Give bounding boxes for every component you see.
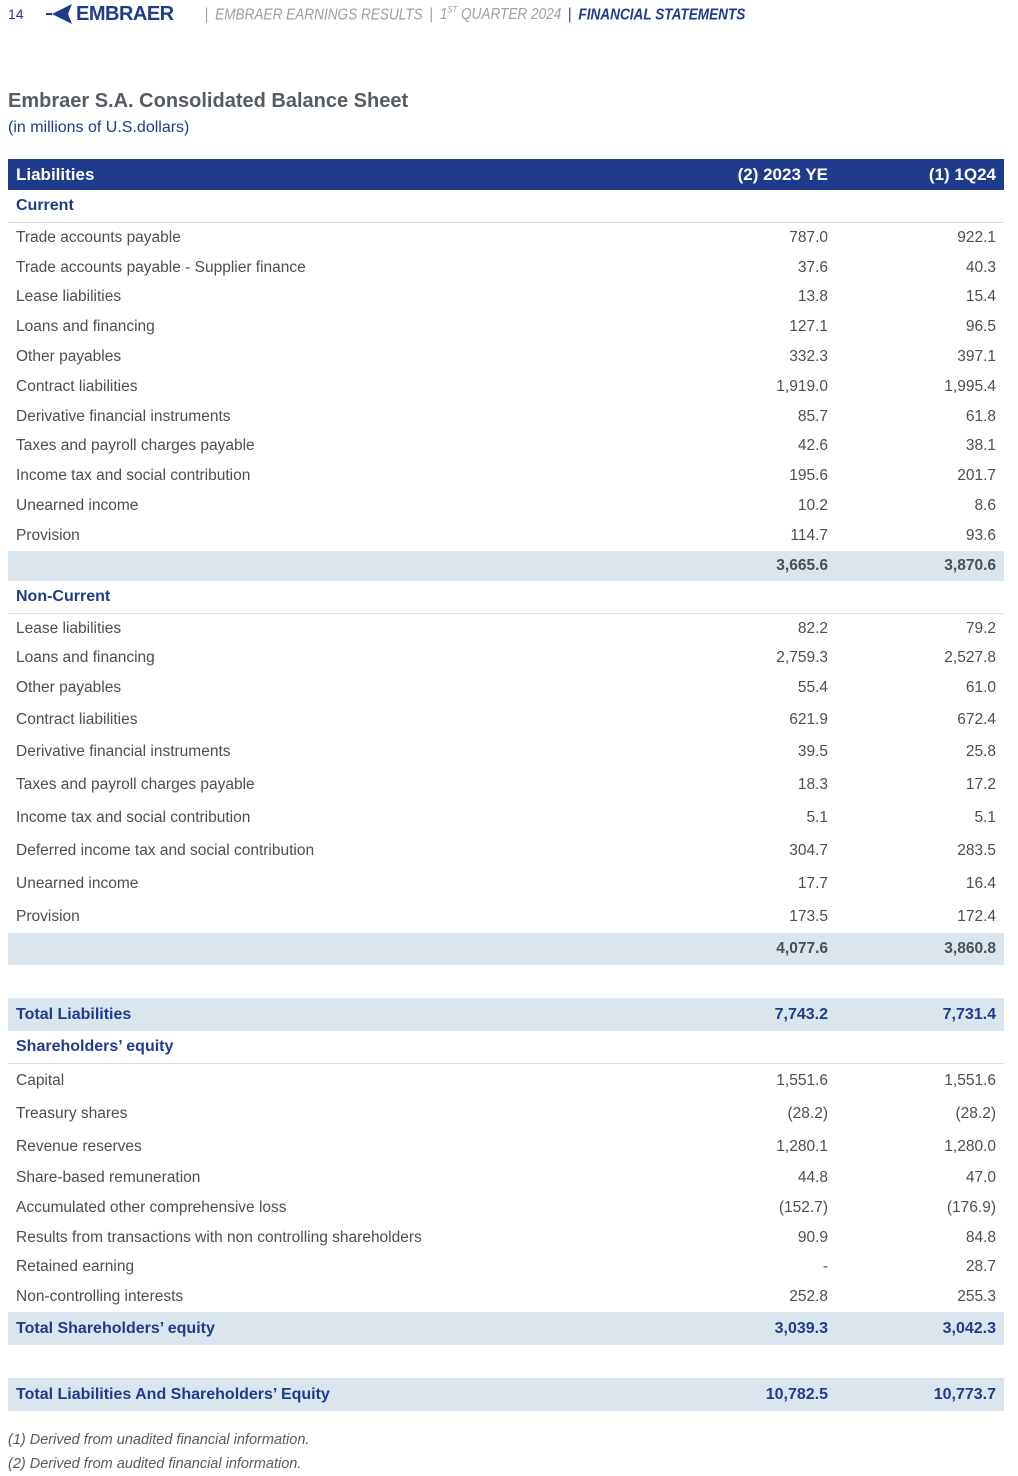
value-1q24: 5.1 bbox=[974, 809, 996, 827]
value-2023ye: 17.7 bbox=[797, 875, 828, 893]
table-row bbox=[8, 901, 1004, 934]
row-label: Unearned income bbox=[16, 875, 139, 893]
row-label: Total Liabilities And Shareholders’ Equity bbox=[8, 1378, 668, 1411]
total-liabilities bbox=[8, 998, 1004, 1031]
value-1q24: 84.8 bbox=[965, 1228, 996, 1246]
value-2023ye: 82.2 bbox=[797, 619, 828, 637]
value-1q24: 1,995.4 bbox=[944, 377, 996, 395]
value-2023ye: 195.6 bbox=[789, 467, 828, 485]
table-row bbox=[8, 402, 1004, 432]
value-1q24: 47.0 bbox=[965, 1168, 996, 1186]
spacer-row bbox=[8, 1345, 1004, 1378]
value-2023ye: 85.7 bbox=[797, 407, 828, 425]
table-row bbox=[8, 613, 1004, 643]
row-label: Unearned income bbox=[16, 497, 139, 515]
value-2023ye: 5.1 bbox=[806, 809, 828, 827]
page-number: 14 bbox=[8, 6, 24, 22]
value-2023ye: 3,039.3 bbox=[668, 1312, 836, 1345]
value-1q24: 3,860.8 bbox=[836, 933, 1004, 965]
value-1q24 bbox=[836, 1031, 1004, 1064]
table-row bbox=[8, 835, 1004, 868]
row-label: Contract liabilities bbox=[16, 710, 138, 728]
row-label: Loans and financing bbox=[16, 318, 155, 336]
value-2023ye: 10.2 bbox=[797, 497, 828, 515]
table-row bbox=[8, 461, 1004, 491]
value-1q24 bbox=[836, 190, 1004, 223]
header-2023ye: (2) 2023 YE bbox=[668, 159, 836, 190]
subtotal-non-current bbox=[8, 933, 1004, 965]
row-label: Lease liabilities bbox=[16, 619, 122, 637]
row-label: Retained earning bbox=[16, 1258, 135, 1276]
value-2023ye: - bbox=[822, 1258, 828, 1276]
value-1q24: 17.2 bbox=[965, 776, 996, 794]
value-1q24: 255.3 bbox=[957, 1288, 996, 1306]
value-1q24: 1,280.0 bbox=[944, 1137, 996, 1155]
row-label: Trade accounts payable - Supplier finance bbox=[16, 258, 306, 276]
embraer-chevron-icon bbox=[44, 2, 74, 26]
row-label: Non-controlling interests bbox=[16, 1288, 184, 1306]
table-row bbox=[8, 703, 1004, 736]
row-label: Provision bbox=[16, 526, 80, 544]
table-row bbox=[8, 521, 1004, 551]
table-row bbox=[8, 491, 1004, 521]
value-2023ye: 2,759.3 bbox=[776, 649, 828, 667]
table-row bbox=[8, 802, 1004, 835]
value-1q24: 10,773.7 bbox=[836, 1378, 1004, 1411]
value-2023ye: (28.2) bbox=[787, 1104, 828, 1122]
table-row bbox=[8, 283, 1004, 313]
value-2023ye bbox=[668, 1345, 836, 1378]
value-1q24 bbox=[836, 581, 1004, 614]
value-2023ye: 18.3 bbox=[797, 776, 828, 794]
value-2023ye: 10,782.5 bbox=[668, 1378, 836, 1411]
row-label: Shareholders’ equity bbox=[8, 1031, 668, 1064]
row-label bbox=[8, 965, 668, 998]
value-1q24: 7,731.4 bbox=[836, 998, 1004, 1031]
value-2023ye: 621.9 bbox=[789, 710, 828, 728]
table-row bbox=[8, 1223, 1004, 1253]
breadcrumb-quarter: 1ST QUARTER 2024 bbox=[439, 5, 562, 24]
row-label: Accumulated other comprehensive loss bbox=[16, 1198, 287, 1216]
value-2023ye: 304.7 bbox=[789, 842, 828, 860]
value-2023ye: 90.9 bbox=[797, 1228, 828, 1246]
value-2023ye: 3,665.6 bbox=[668, 551, 836, 581]
value-1q24 bbox=[836, 965, 1004, 998]
value-2023ye: 7,743.2 bbox=[668, 998, 836, 1031]
subtotal-current bbox=[8, 551, 1004, 581]
value-2023ye: 42.6 bbox=[797, 437, 828, 455]
table-row bbox=[8, 1064, 1004, 1097]
table-row bbox=[8, 1097, 1004, 1130]
value-2023ye bbox=[668, 965, 836, 998]
value-1q24: 1,551.6 bbox=[944, 1071, 996, 1089]
row-label: Total Liabilities bbox=[8, 998, 668, 1031]
value-1q24: 8.6 bbox=[974, 497, 996, 515]
section-non-current bbox=[8, 581, 1004, 614]
table-header-row bbox=[8, 159, 1004, 190]
value-2023ye: 39.5 bbox=[797, 743, 828, 761]
value-2023ye: 13.8 bbox=[797, 288, 828, 306]
row-label: Income tax and social contribution bbox=[16, 809, 251, 827]
embraer-logo bbox=[44, 1, 174, 27]
table-row bbox=[8, 223, 1004, 253]
value-2023ye: 1,919.0 bbox=[776, 377, 828, 395]
spacer-row bbox=[8, 965, 1004, 998]
value-2023ye bbox=[668, 1031, 836, 1064]
value-1q24: 40.3 bbox=[965, 258, 996, 276]
footnotes bbox=[8, 1428, 309, 1476]
value-2023ye: 787.0 bbox=[789, 228, 828, 246]
row-label: Non-Current bbox=[8, 581, 668, 614]
value-1q24: 79.2 bbox=[965, 619, 996, 637]
value-2023ye: 173.5 bbox=[789, 907, 828, 925]
value-1q24: 397.1 bbox=[957, 348, 996, 366]
value-2023ye: 114.7 bbox=[790, 526, 828, 544]
table-row bbox=[8, 1252, 1004, 1282]
row-label: Trade accounts payable bbox=[16, 228, 181, 246]
footnote-1: (1) Derived from unadited financial information. bbox=[8, 1432, 310, 1448]
value-1q24: (176.9) bbox=[946, 1198, 996, 1216]
value-2023ye bbox=[668, 190, 836, 223]
row-label: Loans and financing bbox=[16, 649, 155, 667]
row-label: Taxes and payroll charges payable bbox=[16, 776, 255, 794]
header-1q24: (1) 1Q24 bbox=[836, 159, 1004, 190]
row-label: Provision bbox=[16, 907, 80, 925]
value-1q24: 25.8 bbox=[965, 743, 996, 761]
value-1q24: (28.2) bbox=[955, 1104, 996, 1122]
table-row bbox=[8, 769, 1004, 802]
value-2023ye: 252.8 bbox=[789, 1288, 828, 1306]
value-1q24: 283.5 bbox=[957, 842, 996, 860]
table-row bbox=[8, 1130, 1004, 1163]
value-1q24: 15.4 bbox=[965, 288, 996, 306]
row-label bbox=[8, 933, 668, 965]
row-label: Deferred income tax and social contribution bbox=[16, 842, 315, 860]
row-label: Derivative financial instruments bbox=[16, 743, 231, 761]
value-2023ye: 44.8 bbox=[797, 1168, 828, 1186]
table-row bbox=[8, 342, 1004, 372]
row-label: Revenue reserves bbox=[16, 1137, 142, 1155]
row-label: Total Shareholders’ equity bbox=[8, 1312, 668, 1345]
value-2023ye: 127.1 bbox=[789, 318, 828, 336]
row-label: Capital bbox=[16, 1071, 65, 1089]
balance-sheet-table bbox=[8, 159, 1004, 1411]
value-2023ye: 4,077.6 bbox=[668, 933, 836, 965]
table-row bbox=[8, 644, 1004, 674]
table-row bbox=[8, 868, 1004, 901]
row-label: Contract liabilities bbox=[16, 377, 138, 395]
page-subtitle: (in millions of U.S.dollars) bbox=[8, 119, 190, 136]
value-2023ye: 37.6 bbox=[797, 258, 828, 276]
value-2023ye bbox=[668, 581, 836, 614]
breadcrumb: | EMBRAER EARNINGS RESULTS | 1ST QUARTER 2024 | FINANCIAL STATEMENTS bbox=[204, 5, 746, 24]
value-1q24: 61.0 bbox=[965, 679, 996, 697]
table-row bbox=[8, 673, 1004, 703]
breadcrumb-financial-statements: FINANCIAL STATEMENTS bbox=[578, 6, 746, 24]
value-1q24 bbox=[836, 1345, 1004, 1378]
page-title: Embraer S.A. Consolidated Balance Sheet bbox=[8, 90, 409, 112]
table-row bbox=[8, 1193, 1004, 1223]
value-2023ye: 1,280.1 bbox=[776, 1137, 828, 1155]
section-equity bbox=[8, 1031, 1004, 1064]
section-current bbox=[8, 190, 1004, 223]
page-header bbox=[0, 0, 1018, 30]
row-label: Other payables bbox=[16, 348, 122, 366]
grand-total bbox=[8, 1378, 1004, 1411]
value-1q24: 61.8 bbox=[965, 407, 996, 425]
row-label: Taxes and payroll charges payable bbox=[16, 437, 255, 455]
row-label: Derivative financial instruments bbox=[16, 407, 231, 425]
row-label: Lease liabilities bbox=[16, 288, 122, 306]
value-1q24: 38.1 bbox=[965, 437, 996, 455]
row-label: Treasury shares bbox=[16, 1104, 128, 1122]
header-liabilities: Liabilities bbox=[8, 159, 668, 190]
value-1q24: 922.1 bbox=[957, 228, 996, 246]
value-2023ye: 332.3 bbox=[789, 348, 828, 366]
footnote-2: (2) Derived from audited financial information. bbox=[8, 1456, 302, 1472]
value-1q24: 96.5 bbox=[965, 318, 996, 336]
total-equity bbox=[8, 1312, 1004, 1345]
value-1q24: 3,870.6 bbox=[836, 551, 1004, 581]
table-row bbox=[8, 372, 1004, 402]
logo-text: EMBRAER bbox=[76, 2, 174, 25]
row-label: Current bbox=[8, 190, 668, 223]
value-1q24: 2,527.8 bbox=[944, 649, 996, 667]
row-label: Income tax and social contribution bbox=[16, 467, 251, 485]
breadcrumb-earnings: EMBRAER EARNINGS RESULTS bbox=[215, 6, 423, 24]
table-row bbox=[8, 1282, 1004, 1312]
table-row bbox=[8, 736, 1004, 769]
table-row bbox=[8, 432, 1004, 462]
value-2023ye: 55.4 bbox=[797, 679, 828, 697]
value-2023ye: (152.7) bbox=[778, 1198, 828, 1216]
value-1q24: 672.4 bbox=[957, 710, 996, 728]
value-1q24: 201.7 bbox=[957, 467, 996, 485]
value-1q24: 93.6 bbox=[965, 526, 996, 544]
value-2023ye: 1,551.6 bbox=[776, 1071, 828, 1089]
row-label bbox=[8, 551, 668, 581]
row-label: Share-based remuneration bbox=[16, 1168, 201, 1186]
value-1q24: 28.7 bbox=[965, 1258, 996, 1276]
value-1q24: 3,042.3 bbox=[836, 1312, 1004, 1345]
row-label bbox=[8, 1345, 668, 1378]
value-1q24: 172.4 bbox=[957, 907, 996, 925]
table-row bbox=[8, 253, 1004, 283]
table-row bbox=[8, 312, 1004, 342]
row-label: Results from transactions with non controlling shareholders bbox=[16, 1228, 422, 1246]
row-label: Other payables bbox=[16, 679, 122, 697]
value-1q24: 16.4 bbox=[965, 875, 996, 893]
table-row bbox=[8, 1163, 1004, 1193]
